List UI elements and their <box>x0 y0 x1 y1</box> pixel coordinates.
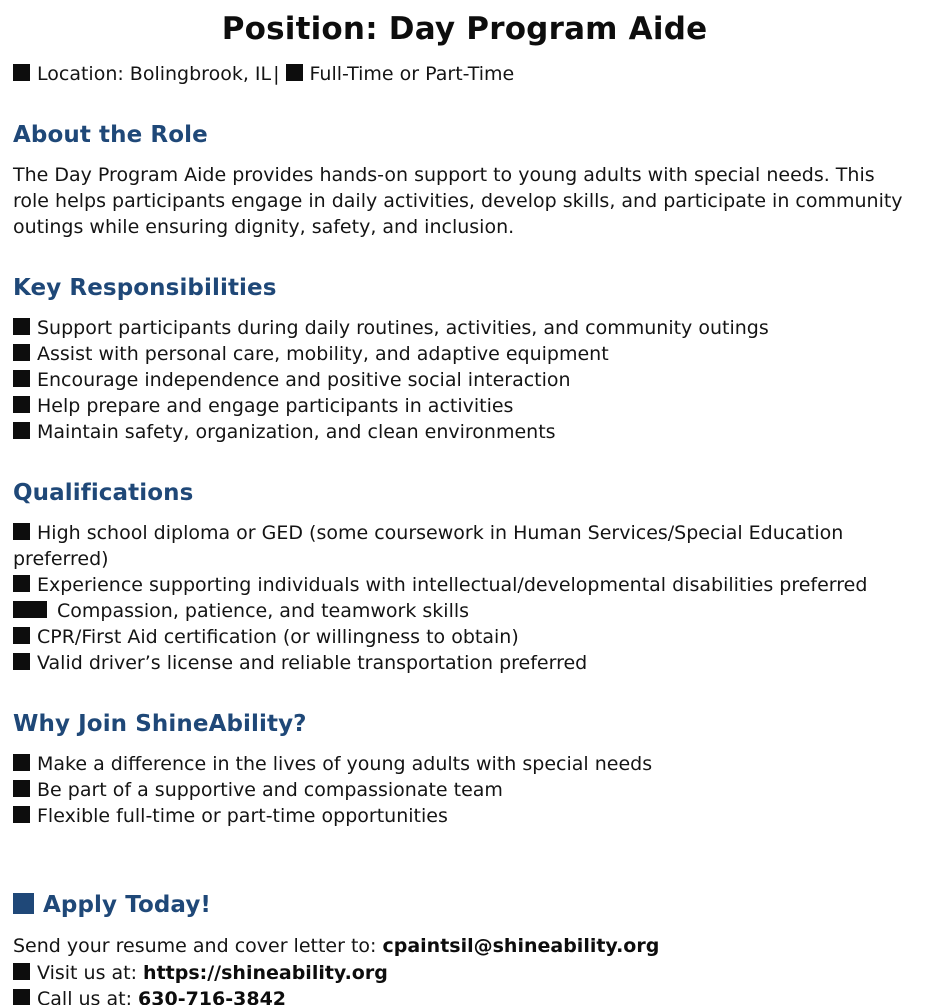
section-about <box>13 120 916 240</box>
black-square-icon <box>13 780 30 797</box>
section-heading-why-join: Why Join ShineAbility? <box>13 711 307 737</box>
list-item <box>13 650 916 676</box>
call-line <box>13 986 916 1005</box>
black-square-icon <box>13 422 30 439</box>
section-apply <box>13 890 916 1005</box>
section-heading-responsibilities: Key Responsibilities <box>13 275 277 301</box>
visit-line <box>13 960 916 987</box>
list-item <box>13 598 916 624</box>
double-black-square-icon <box>13 601 47 618</box>
meta-separator: | <box>273 63 280 85</box>
resume-label: Send your resume and cover letter to: <box>13 935 383 957</box>
list-item-text: CPR/First Aid certification (or willingness to obtain) <box>37 626 519 648</box>
list-item-text: Be part of a supportive and compassionate team <box>37 779 503 801</box>
call-label: Call us at: <box>37 988 139 1005</box>
black-square-icon <box>13 370 30 387</box>
black-square-icon <box>13 963 30 980</box>
blue-square-icon <box>13 893 34 914</box>
qualifications-list <box>13 520 916 676</box>
list-item-text: Encourage independence and positive social interaction <box>37 369 571 391</box>
section-heading-about: About the Role <box>13 122 208 148</box>
black-square-icon <box>286 64 303 81</box>
black-square-icon <box>13 344 30 361</box>
why-join-list <box>13 751 916 829</box>
list-item-text: High school diploma or GED (some coursework in Human Services/Special Education preferred) <box>13 522 844 570</box>
section-heading-qualifications: Qualifications <box>13 480 194 506</box>
apply-heading-text: Apply Today! <box>43 892 212 918</box>
black-square-icon <box>13 575 30 592</box>
resume-line <box>13 933 916 960</box>
list-item-text: Help prepare and engage participants in activities <box>37 395 514 417</box>
black-square-icon <box>13 396 30 413</box>
location-text: Location: Bolingbrook, IL <box>37 63 272 85</box>
section-why-join <box>13 709 916 829</box>
page-title: Position: Day Program Aide <box>221 11 708 47</box>
list-item-text: Compassion, patience, and teamwork skills <box>57 600 470 622</box>
list-item <box>13 624 916 650</box>
black-square-icon <box>13 64 30 81</box>
black-square-icon <box>13 523 30 540</box>
section-heading-apply <box>13 890 916 920</box>
list-item <box>13 341 916 367</box>
list-item-text: Make a difference in the lives of young adults with special needs <box>37 753 653 775</box>
list-item-text: Flexible full-time or part-time opportunities <box>37 805 448 827</box>
black-square-icon <box>13 627 30 644</box>
black-square-icon <box>13 806 30 823</box>
section-qualifications <box>13 478 916 676</box>
list-item-text: Valid driver’s license and reliable transportation preferred <box>37 652 588 674</box>
list-item-text: Support participants during daily routines, activities, and community outings <box>37 317 769 339</box>
schedule-text: Full-Time or Part-Time <box>309 63 515 85</box>
list-item <box>13 572 916 598</box>
black-square-icon <box>13 754 30 771</box>
list-item <box>13 777 916 803</box>
black-square-icon <box>13 653 30 670</box>
meta-line <box>13 61 916 87</box>
black-square-icon <box>13 318 30 335</box>
list-item <box>13 803 916 829</box>
list-item <box>13 751 916 777</box>
list-item-text: Experience supporting individuals with intellectual/developmental disabilities preferred <box>37 574 868 596</box>
responsibilities-list <box>13 315 916 445</box>
list-item-text: Assist with personal care, mobility, and adaptive equipment <box>37 343 609 365</box>
list-item <box>13 367 916 393</box>
list-item <box>13 393 916 419</box>
black-square-icon <box>13 989 30 1005</box>
list-item-text: Maintain safety, organization, and clean environments <box>37 421 556 443</box>
about-paragraph: The Day Program Aide provides hands-on support to young adults with special needs. This role helps participants engage in daily activities, develop skills, and participate in community outings while ensuring dignity, safety, and inclusion. <box>13 164 903 238</box>
section-responsibilities <box>13 273 916 445</box>
list-item <box>13 315 916 341</box>
website-url: https://shineability.org <box>143 961 388 984</box>
list-item <box>13 419 916 445</box>
list-item <box>13 520 916 572</box>
email-address: cpaintsil@shineability.org <box>382 935 660 957</box>
phone-number: 630-716-3842 <box>138 988 287 1005</box>
visit-label: Visit us at: <box>37 961 144 984</box>
